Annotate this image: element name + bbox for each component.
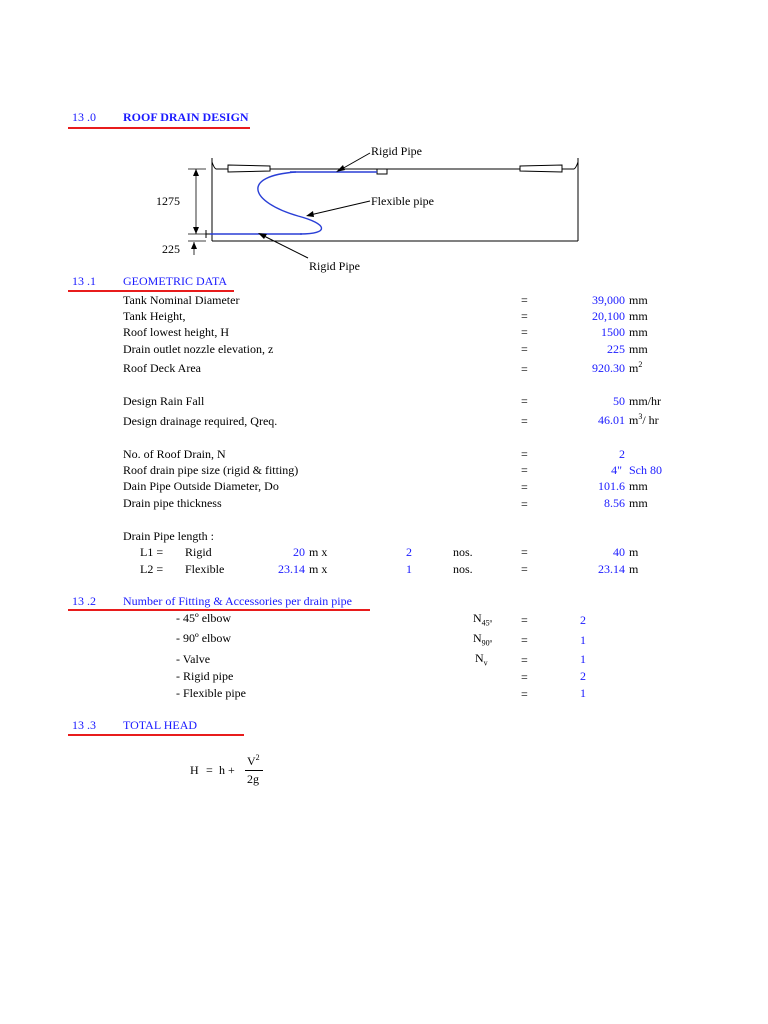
row-label: Design Rain Fall xyxy=(123,394,205,408)
row-value: 39,000 xyxy=(592,293,625,307)
row-label: Tank Nominal Diameter xyxy=(123,293,240,307)
row-label: Roof lowest height, H xyxy=(123,325,229,339)
equals: = xyxy=(521,687,528,701)
formula-numerator: $V^2$ xyxy=(247,753,260,768)
section-title: ROOF DRAIN DESIGN xyxy=(123,110,249,124)
list-item: - Flexible pipe xyxy=(176,686,246,700)
row-unit: mm xyxy=(629,293,648,307)
section-underline xyxy=(68,127,250,129)
formula-eq: = xyxy=(206,763,213,777)
equals: = xyxy=(521,562,528,576)
section-underline xyxy=(68,290,234,292)
list-item: - 90º elbow xyxy=(176,631,232,645)
row-value: 2 xyxy=(619,447,625,461)
equals: = xyxy=(521,293,528,307)
list-item: - 45º elbow xyxy=(176,611,232,625)
row-value: 4" xyxy=(611,463,622,477)
pipe-len: 20 xyxy=(293,545,305,559)
fitting-symbol: $N_v$ xyxy=(475,651,488,668)
row-label: No. of Roof Drain, N xyxy=(123,447,226,461)
equals: = xyxy=(521,463,528,477)
pipe-nos: nos. xyxy=(453,562,473,576)
row-unit: mm xyxy=(629,325,648,339)
section-title: TOTAL HEAD xyxy=(123,718,198,732)
formula-h: h + xyxy=(219,763,235,777)
row-label: Drain outlet nozzle elevation, z xyxy=(123,342,274,356)
row-unit: mm/hr xyxy=(629,394,661,408)
equals: = xyxy=(521,480,528,494)
section-title: GEOMETRIC DATA xyxy=(123,274,228,288)
pipe-len: 23.14 xyxy=(278,562,305,576)
equals: = xyxy=(521,309,528,323)
pipe-total: 40 xyxy=(613,545,625,559)
formula-denominator: 2g xyxy=(247,772,259,786)
equals: = xyxy=(521,497,528,511)
section-number: 13 .0 xyxy=(72,110,96,124)
row-label: Roof Deck Area xyxy=(123,361,201,375)
row-value: 225 xyxy=(607,342,625,356)
equals: = xyxy=(521,414,528,428)
equals: = xyxy=(521,613,528,627)
label-rigid-pipe-bottom: Rigid Pipe xyxy=(309,259,361,273)
pipe-mx: m x xyxy=(309,545,328,559)
dimension-225: 225 xyxy=(162,242,180,256)
equals: = xyxy=(521,653,528,667)
row-unit: mm xyxy=(629,496,648,510)
list-item: - Valve xyxy=(176,652,211,666)
row-label: Tank Height, xyxy=(123,309,186,323)
pipe-unit: m xyxy=(629,562,639,576)
row-unit: $m^3/$ hr xyxy=(629,412,659,427)
pipe-id: L1 = xyxy=(140,545,164,559)
pipe-length-heading: Drain Pipe length : xyxy=(123,529,214,543)
equals: = xyxy=(521,362,528,376)
row-label: Design drainage required, Qreq. xyxy=(123,414,278,428)
section-underline xyxy=(68,734,244,736)
roof-drain-diagram xyxy=(180,138,600,278)
pipe-total: 23.14 xyxy=(598,562,625,576)
section-number: 13 .2 xyxy=(72,594,96,608)
row-unit: mm xyxy=(629,342,648,356)
formula-lhs: H xyxy=(190,763,199,777)
pipe-type: Rigid xyxy=(185,545,212,559)
fitting-symbol: $N_{90º}$ xyxy=(473,631,493,648)
pipe-unit: m xyxy=(629,545,639,559)
fitting-value: 1 xyxy=(580,652,586,666)
row-label: Roof drain pipe size (rigid & fitting) xyxy=(123,463,299,477)
row-unit: mm xyxy=(629,309,648,323)
row-value: 920.30 xyxy=(592,361,625,375)
equals: = xyxy=(521,545,528,559)
row-value: 8.56 xyxy=(604,496,625,510)
pipe-qty: 1 xyxy=(406,562,412,576)
label-rigid-pipe-top: Rigid Pipe xyxy=(371,144,423,158)
row-value: 101.6 xyxy=(598,479,625,493)
equals: = xyxy=(521,325,528,339)
row-value: 20,100 xyxy=(592,309,625,323)
section-title: Number of Fitting & Accessories per drain pipe xyxy=(123,594,352,608)
fitting-value: 1 xyxy=(580,686,586,700)
row-value: 50 xyxy=(613,394,625,408)
label-flexible-pipe: Flexible pipe xyxy=(371,194,434,208)
row-unit: Sch 80 xyxy=(629,463,662,477)
section-number: 13 .3 xyxy=(72,718,96,732)
pipe-type: Flexible xyxy=(185,562,225,576)
pipe-mx: m x xyxy=(309,562,328,576)
equals: = xyxy=(521,670,528,684)
section-number: 13 .1 xyxy=(72,274,96,288)
row-label: Drain pipe thickness xyxy=(123,496,222,510)
fitting-value: 2 xyxy=(580,669,586,683)
fraction-bar xyxy=(245,770,263,771)
equals: = xyxy=(521,633,528,647)
row-unit: $m^2$ xyxy=(629,360,643,375)
fitting-value: 2 xyxy=(580,613,586,627)
row-value: 46.01 xyxy=(598,413,625,427)
row-label: Dain Pipe Outside Diameter, Do xyxy=(123,479,279,493)
list-item: - Rigid pipe xyxy=(176,669,234,683)
row-unit: mm xyxy=(629,479,648,493)
equals: = xyxy=(521,342,528,356)
dimension-1275: 1275 xyxy=(156,194,180,208)
equals: = xyxy=(521,394,528,408)
row-value: 1500 xyxy=(601,325,625,339)
fitting-symbol: $N_{45º}$ xyxy=(473,611,493,628)
pipe-nos: nos. xyxy=(453,545,473,559)
fitting-value: 1 xyxy=(580,633,586,647)
pipe-qty: 2 xyxy=(406,545,412,559)
pipe-id: L2 = xyxy=(140,562,164,576)
equals: = xyxy=(521,447,528,461)
